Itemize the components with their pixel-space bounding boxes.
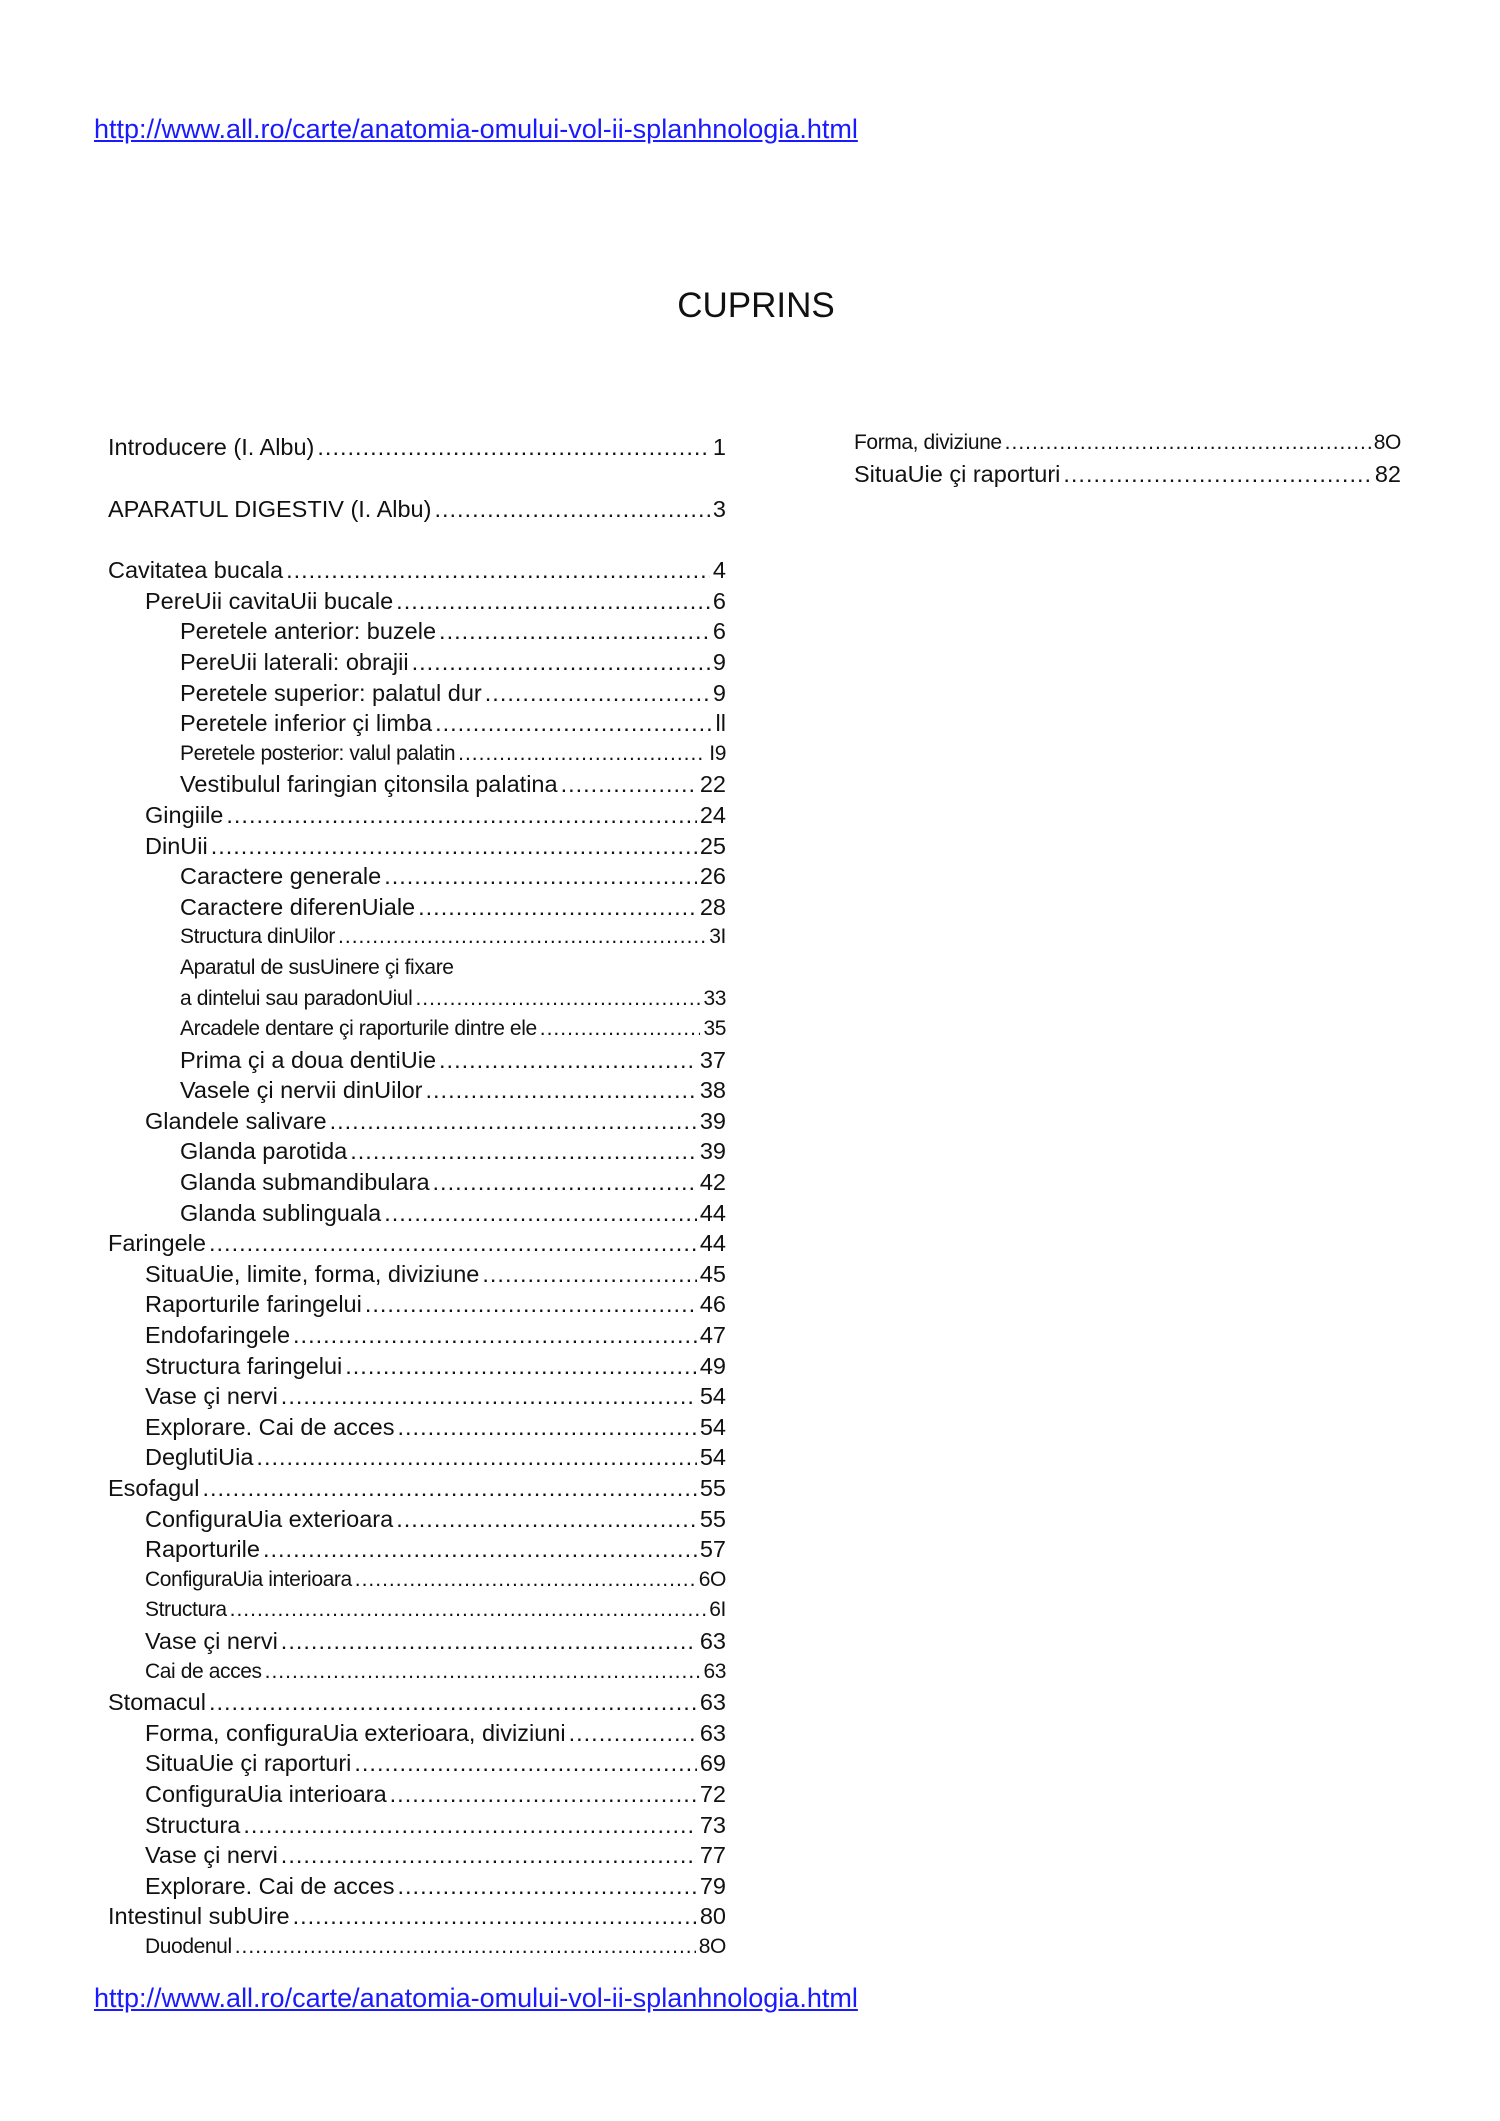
toc-entry[interactable] [108,1014,726,1045]
dot-leader [226,800,696,831]
toc-entry[interactable] [108,1534,726,1565]
toc-entry-title: Prima çi a doua dentiUie [180,1046,437,1073]
toc-entry-title: Arcadele dentare çi raporturile dintre ele [180,1017,537,1041]
toc-entry-page: 37 [699,1046,726,1073]
toc-entry-page: 6O [698,1567,726,1591]
toc-entry[interactable] [108,1075,726,1106]
toc-entry-title: a dintelui sau paradonUiul [180,986,413,1010]
dot-leader [426,1075,697,1106]
dot-leader [418,892,697,923]
dot-leader [415,984,700,1015]
toc-entry-title: Vestibulul faringian çitonsila palatina [180,771,558,798]
toc-entry[interactable] [108,494,726,525]
toc-entry[interactable] [108,1136,726,1167]
toc-entry[interactable] [108,1412,726,1443]
toc-entry-page: 54 [699,1413,726,1440]
toc-entry[interactable] [108,616,726,647]
toc-entry-title: SituaUie çi raporturi [145,1750,352,1777]
toc-entry-page: 25 [699,832,726,859]
toc-entry[interactable] [108,1473,726,1504]
dot-leader [434,494,709,525]
toc-entry-title: Duodenul [145,1934,232,1958]
toc-entry-page: 49 [699,1352,726,1379]
toc-entry-page: 24 [699,801,726,828]
toc-entry[interactable] [854,459,1401,490]
toc-entry-page: 63 [699,1689,726,1716]
toc-entry-page: 72 [699,1780,726,1807]
toc-entry-title: Vase çi nervi [145,1842,278,1869]
toc-entry-title: ConfiguraUia interioara [145,1567,352,1591]
toc-entry-title: Peretele superior: palatul dur [180,679,482,706]
toc-entry-title: Structura [145,1811,241,1838]
toc-entry-title: Esofagul [108,1475,200,1501]
dot-leader [293,1320,697,1351]
toc-entry[interactable] [108,1504,726,1535]
dot-leader [263,1534,697,1565]
toc-entry-title: DinUii [145,832,208,859]
dot-leader [345,1351,697,1382]
toc-entry-title: ConfiguraUia exterioara [145,1505,394,1532]
toc-entry[interactable] [108,892,726,923]
toc-entry-title: Raporturile faringelui [145,1291,362,1318]
dot-leader [256,1442,696,1473]
toc-entry-page: 1 [712,434,726,460]
toc-entry-title: Vasele çi nervii dinUilor [180,1077,423,1104]
toc-entry-page: 9 [712,679,726,706]
toc-entry-page: 80 [699,1903,726,1930]
toc-entry[interactable] [108,1718,726,1749]
toc-entry[interactable] [108,1779,726,1810]
toc-entry[interactable] [108,831,726,862]
dot-leader [458,739,706,770]
toc-entry-title: SituaUie çi raporturi [854,460,1061,487]
toc-entry[interactable] [108,432,726,463]
toc-entry-page: I9 [709,741,726,765]
toc-entry-title: Intestinul subUire [108,1903,290,1930]
toc-entry-page: 73 [699,1811,726,1838]
toc-entry-page: 54 [699,1444,726,1471]
dot-leader [412,647,710,678]
toc-entry-page: 3I [709,925,726,949]
dot-leader [540,1014,701,1045]
toc-entry-title: Forma, configuraUia exterioara, diviziuni [145,1719,566,1746]
toc-entry-page: 82 [1374,460,1401,487]
toc-entry[interactable] [108,922,726,953]
toc-entry[interactable] [108,1657,726,1688]
toc-entry[interactable] [108,1320,726,1351]
dot-leader [439,1045,697,1076]
toc-entry[interactable] [108,1442,726,1473]
toc-entry-title: Glanda sublinguala [180,1199,382,1226]
toc-entry-page: 33 [703,986,726,1010]
dot-leader [365,1289,697,1320]
toc-entry-title: Caractere generale [180,863,382,890]
dot-leader [384,1198,697,1229]
toc-entry-title: Glanda parotida [180,1138,348,1165]
toc-entry[interactable] [108,1840,726,1871]
dot-leader [354,1748,697,1779]
dot-leader [435,708,712,739]
toc-entry-page: 44 [699,1199,726,1226]
toc-entry[interactable] [108,769,726,800]
toc-entry-page: 38 [699,1077,726,1104]
dot-leader [482,1259,697,1290]
toc-entry[interactable] [108,953,726,984]
toc-entry[interactable] [108,1932,726,1963]
dot-leader [243,1810,697,1841]
toc-entry[interactable] [108,1810,726,1841]
toc-entry[interactable] [108,1045,726,1076]
toc-entry-title: DeglutiUia [145,1444,254,1471]
spacer [108,524,726,555]
toc-entry-page: 79 [699,1872,726,1899]
toc-entry-title: Vase çi nervi [145,1383,278,1410]
dot-leader [281,1381,697,1412]
toc-entry-page: 6I [709,1598,726,1622]
toc-entry[interactable] [108,1106,726,1137]
page-title: CUPRINS [677,286,835,325]
dot-leader [1063,459,1372,490]
toc-entry[interactable] [108,1167,726,1198]
dot-leader [561,769,697,800]
toc-entry-title: Endofaringele [145,1322,291,1349]
dot-leader [235,1932,696,1963]
toc-entry[interactable] [108,984,726,1015]
toc-entry[interactable] [108,1871,726,1902]
toc-entry-title: Explorare. Cai de acces [145,1413,395,1440]
dot-leader [202,1473,696,1504]
toc-entry-page: 63 [699,1719,726,1746]
dot-leader [350,1136,697,1167]
toc-entry[interactable] [108,708,726,739]
toc-entry-page: 22 [699,771,726,798]
dot-leader [397,1871,696,1902]
toc-entry-title: Vase çi nervi [145,1627,278,1654]
toc-entry[interactable] [108,1259,726,1290]
toc-entry-title: Forma, diviziune [854,431,1002,454]
toc-entry-title: Faringele [108,1230,206,1257]
dot-leader [569,1718,697,1749]
dot-leader [265,1657,701,1688]
toc-entry-page: 8O [1373,431,1401,454]
toc-entry-title: ConfiguraUia interioara [145,1780,387,1807]
toc-entry-page: 55 [699,1475,726,1501]
toc-entry-page: 54 [699,1383,726,1410]
toc-entry-title: Structura dinUilor [180,925,336,949]
toc-entry[interactable] [108,1351,726,1382]
toc-entry-page: 39 [699,1138,726,1165]
toc-entry-page: 28 [699,893,726,920]
dot-leader [281,1840,697,1871]
toc-entry[interactable] [108,1687,726,1718]
toc-entry-title: SituaUie, limite, forma, diviziune [145,1260,480,1287]
toc-entry-title: Glanda submandibulara [180,1169,430,1196]
dot-leader [211,831,697,862]
dot-leader [433,1167,697,1198]
dot-leader [485,678,710,709]
dot-leader [397,1412,696,1443]
toc-entry-title: Raporturile [145,1536,260,1563]
dot-leader [355,1565,696,1596]
dot-leader [338,922,706,953]
toc-entry-page: 57 [699,1536,726,1563]
dot-leader [390,1779,697,1810]
dot-leader [317,432,710,463]
toc-entry-page: 46 [699,1291,726,1318]
toc-entry-page: 35 [703,1017,726,1041]
toc-entry-title: Peretele inferior çi limba [180,710,433,737]
toc-entry-title: Gingiile [145,801,224,828]
toc-entry-page: 44 [699,1230,726,1257]
toc-entry-page: 8O [698,1934,726,1958]
dot-leader [396,586,710,617]
toc-entry-page: 6 [712,618,726,645]
toc-entry[interactable] [108,647,726,678]
dot-leader [396,1504,697,1535]
toc-entry-title: Peretele anterior: buzele [180,618,437,645]
dot-leader [230,1595,707,1626]
toc-entry[interactable] [108,1595,726,1626]
toc-entry[interactable] [108,1565,726,1596]
toc-entry-page: 77 [699,1842,726,1869]
toc-entry-page: 69 [699,1750,726,1777]
toc-entry-title: Cai de acces [145,1659,262,1683]
toc-entry-title: Glandele salivare [145,1107,327,1134]
spacer [108,463,726,494]
dot-leader [439,616,710,647]
dot-leader [1005,428,1371,459]
dot-leader [286,555,710,586]
toc-entry[interactable] [108,1289,726,1320]
toc-entry[interactable] [108,586,726,617]
toc-entry-title: Peretele posterior: valul palatin [180,741,456,765]
toc-entry[interactable] [108,800,726,831]
toc-entry-page: 39 [699,1107,726,1134]
toc-entry-title: Explorare. Cai de acces [145,1872,395,1899]
dot-leader [293,1901,697,1932]
toc-entry-page: ll [715,710,726,737]
toc-entry-title: Aparatul de susUinere çi fixare [180,955,454,979]
toc-entry-page: 63 [703,1659,726,1683]
toc-entry-page: 45 [699,1260,726,1287]
dot-leader [384,861,697,892]
toc-entry-page: 4 [712,557,726,584]
toc-entry-page: 63 [699,1627,726,1654]
toc-entry[interactable] [108,1626,726,1657]
dot-leader [281,1626,697,1657]
dot-leader [330,1106,697,1137]
toc-entry-title: Cavitatea bucala [108,557,284,584]
toc-entry[interactable] [108,861,726,892]
toc-entry[interactable] [108,678,726,709]
toc-entry-title: Structura [145,1598,227,1622]
toc-entry-title: APARATUL DIGESTIV (I. Albu) [108,495,432,522]
toc-left-column [108,432,726,1963]
toc-entry-title: Stomacul [108,1689,206,1716]
toc-entry[interactable] [108,1748,726,1779]
toc-entry-title: PereUii cavitaUii bucale [145,587,394,614]
toc-entry-page: 55 [699,1505,726,1532]
toc-entry[interactable] [108,1198,726,1229]
toc-entry-page: 6 [712,587,726,614]
toc-entry-title: Structura faringelui [145,1352,343,1379]
toc-entry[interactable] [108,739,726,770]
toc-entry-title: PereUii laterali: obrajii [180,648,409,675]
source-link-top[interactable]: http://www.all.ro/carte/anatomia-omului-vol-ii-splanhnologia.html [94,114,858,144]
toc-entry-page: 42 [699,1169,726,1196]
toc-entry-page: 9 [712,648,726,675]
toc-entry[interactable] [108,1381,726,1412]
toc-entry-title: Introducere (I. Albu) [108,434,315,460]
toc-right-column [854,428,1401,489]
toc-entry[interactable] [854,428,1401,459]
toc-entry-title: Caractere diferenUiale [180,893,416,920]
toc-entry[interactable] [108,1228,726,1259]
toc-entry-page: 47 [699,1322,726,1349]
source-link-bottom[interactable]: http://www.all.ro/carte/anatomia-omului-vol-ii-splanhnologia.html [94,1983,858,2013]
toc-entry-page: 26 [699,863,726,890]
toc-entry[interactable] [108,555,726,586]
dot-leader [209,1687,697,1718]
toc-entry-page: 3 [712,495,726,522]
toc-entry[interactable] [108,1901,726,1932]
dot-leader [209,1228,697,1259]
